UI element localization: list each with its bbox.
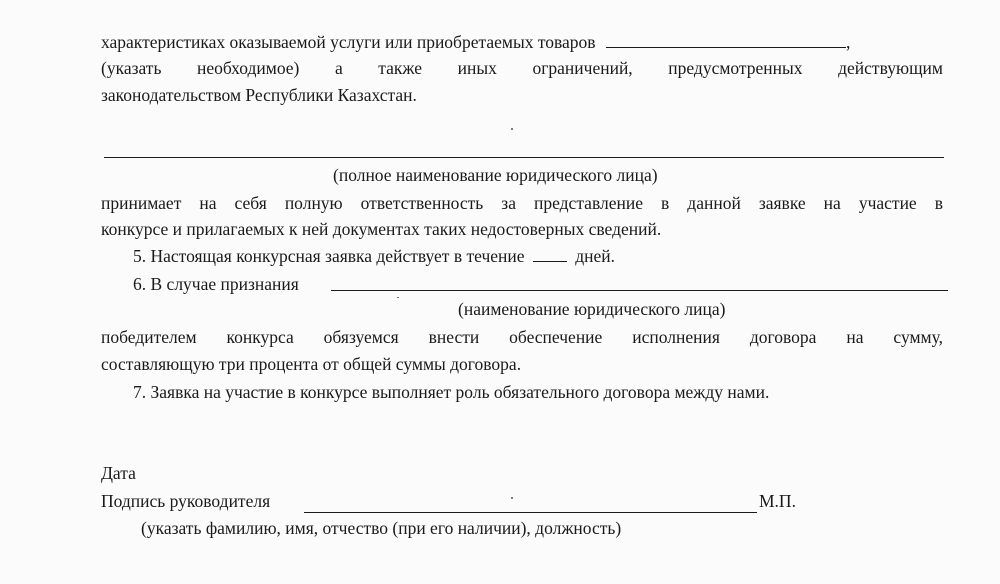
paragraph-1-line-3: законодательством Республики Казахстан.	[101, 85, 417, 105]
validity-days-blank[interactable]	[533, 247, 567, 262]
item-6-text: 6. В случае признания	[133, 274, 299, 294]
paragraph-2-line-1: принимает на себя полную ответственность за представление в данной заявке на участие в	[101, 193, 943, 213]
paragraph-1-text: характеристиках оказываемой услуги или приобретаемых товаров	[101, 32, 596, 52]
date-label: Дата	[101, 463, 136, 483]
scan-speck	[397, 297, 399, 298]
goods-characteristics-blank[interactable]	[606, 33, 846, 48]
item-5-days-label: дней.	[575, 246, 616, 266]
signature-label: Подпись руководителя	[101, 491, 271, 511]
paragraph-1-line-1	[101, 31, 850, 53]
legal-entity-full-name-field[interactable]	[104, 157, 944, 158]
paragraph-3-line-2: составляющую три процента от общей суммы договора.	[101, 354, 522, 374]
signature-field[interactable]	[304, 512, 757, 513]
seal-label: М.П.	[759, 491, 796, 511]
caption-legal-entity-full-name: (полное наименование юридического лица)	[333, 165, 658, 185]
winner-legal-entity-name-field[interactable]	[331, 290, 948, 291]
scan-speck	[511, 497, 513, 499]
caption-signature: (указать фамилию, имя, отчество (при его наличии), должность)	[141, 518, 622, 538]
item-5	[133, 245, 615, 267]
item-7-text: 7. Заявка на участие в конкурсе выполняет роль обязательного договора между нами.	[133, 382, 770, 402]
paragraph-1-line-2: (указать необходимое) а также иных ограничений, предусмотренных действующим	[101, 58, 943, 78]
caption-legal-entity-name: (наименование юридического лица)	[458, 299, 726, 319]
scan-speck	[511, 128, 513, 130]
paragraph-2-line-2: конкурсе и прилагаемых к ней документах таких недостоверных сведений.	[101, 219, 662, 239]
comma: ,	[845, 32, 851, 52]
paragraph-3-line-1: победителем конкурса обязуемся внести обеспечение исполнения договора на сумму,	[101, 327, 943, 347]
item-5-text: 5. Настоящая конкурсная заявка действует в течение	[133, 246, 525, 266]
